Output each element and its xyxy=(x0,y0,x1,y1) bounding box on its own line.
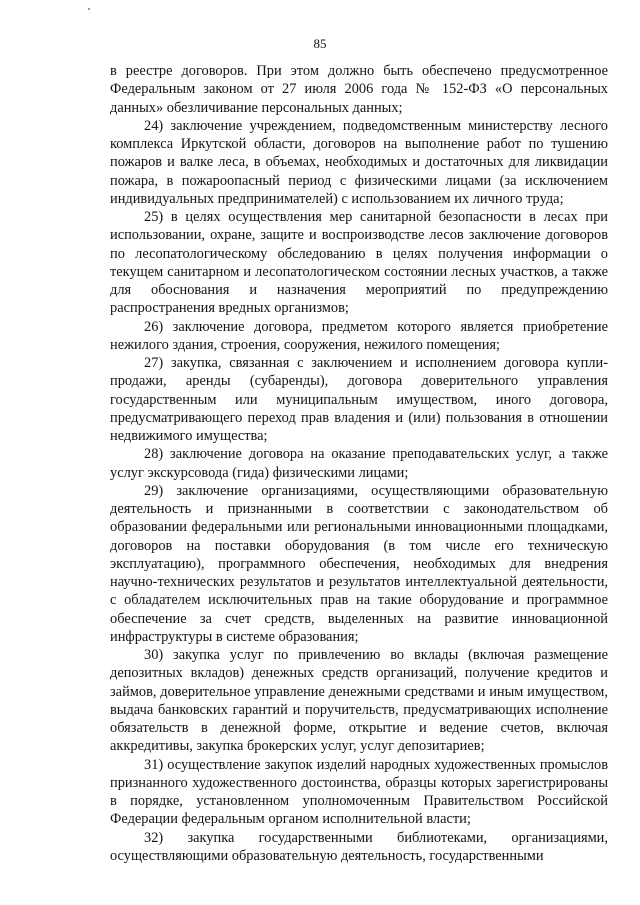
paragraph-item-29: 29) заключение организациями, осуществляющими образовательную деятельность и признанными в соответствии с законодательством об образовании федеральными или региональными инновационными площадками, договоров на поставки оборудования (в том числе его техническую эксплуатацию), программного обеспечения, необходимых для внедрения научно-технических результатов и результатов интеллектуальной деятельности, с обладателем исключительных прав на такие оборудование и программное обеспечение за счет средств, выделенных на развитие инновационной инфраструктуры в системе образования; xyxy=(110,482,608,645)
paragraph-item-28: 28) заключение договора на оказание преподавательских услуг, а также услуг экскурсовода (гида) физическими лицами; xyxy=(110,446,608,481)
page-number: 85 xyxy=(313,36,327,51)
paragraph-item-26: 26) заключение договора, предметом которого является приобретение нежилого здания, строения, сооружения, нежилого помещения; xyxy=(110,318,608,353)
paragraph-item-32: 32) закупка государственными библиотеками, организациями, осуществляющими образовательную деятельность, государственными xyxy=(110,829,608,864)
paragraph-item-24: 24) заключение учреждением, подведомственным министерству лесного комплекса Иркутской области, договоров на выполнение работ по тушению пожаров и валке леса, в объемах, необходимых и достаточных для ликвидации пожара, в пожароопасный период с физическими лицами (за исключением индивидуальных предпринимателей) с использованием их личного труда; xyxy=(110,117,608,207)
paragraph-item-31: 31) осуществление закупок изделий народных художественных промыслов признанного художественного достоинства, образцы которых зарегистрированы в порядке, установленном уполномоченным Правительством Российской Федерации федеральным органом исполнительной власти; xyxy=(110,756,608,828)
scan-artifact xyxy=(88,8,90,10)
document-body xyxy=(110,62,608,865)
paragraph-item-25: 25) в целях осуществления мер санитарной безопасности в лесах при использовании, охране, защите и воспроизводстве лесов заключение договоров по лесопатологическому обследованию в целях получения информации о текущем санитарном и лесопатологическом состоянии лесных участков, а также для обоснования и назначения мероприятий по предупреждению распространения вредных организмов; xyxy=(110,209,608,317)
paragraph-continuation: в реестре договоров. При этом должно быть обеспечено предусмотренное Федеральным законом от 27 июля 2006 года № 152-ФЗ «О персональных данных» обезличивание персональных данных; xyxy=(110,63,608,116)
paragraph-item-30: 30) закупка услуг по привлечению во вклады (включая размещение депозитных вкладов) денежных средств организаций, получение кредитов и займов, доверительное управление денежными средствами и иным имуществом, выдача банковских гарантий и поручительств, предусматривающих исполнение обязательств в денежной форме, открытие и ведение счетов, включая аккредитивы, закупка брокерских услуг, услуг депозитариев; xyxy=(110,647,608,755)
paragraph-item-27: 27) закупка, связанная с заключением и исполнением договора купли-продажи, аренды (субаренды), договора доверительного управления государственным или муниципальным имуществом, иного договора, предусматривающего переход прав владения и (или) пользования в отношении недвижимого имущества; xyxy=(110,355,608,444)
